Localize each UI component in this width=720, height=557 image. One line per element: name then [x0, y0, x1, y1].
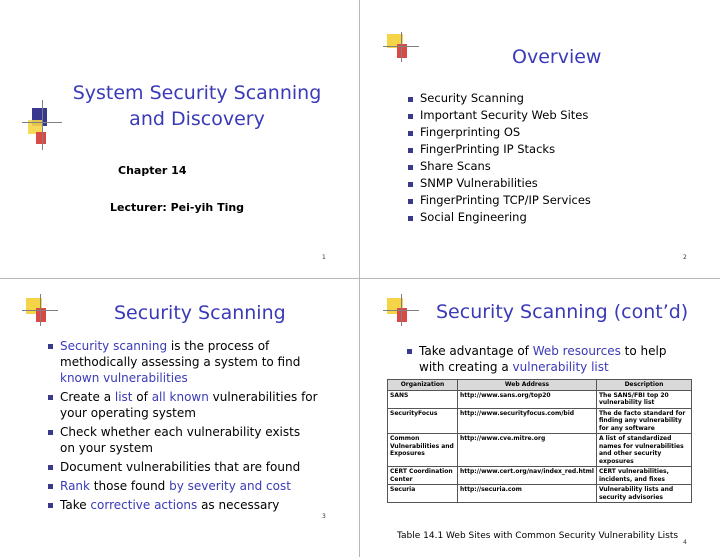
table-cell: CERT Coordination Center — [388, 467, 458, 485]
list-item: Security scanning is the process of methodically assessing a system to find known vulnerabilities — [48, 338, 318, 386]
list-item: SNMP Vulnerabilities — [408, 175, 591, 192]
page-number: 1 — [322, 254, 326, 261]
resources-list — [407, 343, 687, 375]
table-row — [388, 485, 692, 503]
title-line-2: and Discovery — [129, 108, 265, 130]
slide-title — [62, 80, 332, 132]
table-row — [388, 434, 692, 467]
list-item: Share Scans — [408, 158, 591, 175]
table-cell: SecurityFocus — [388, 408, 458, 434]
table-cell: http://www.cve.mitre.org — [458, 434, 597, 467]
table-cell: http://www.securityfocus.com/bid — [458, 408, 597, 434]
page-number: 4 — [683, 539, 687, 546]
table-cell: The de facto standard for finding any vulnerability for any software — [596, 408, 691, 434]
column-header: Web Address — [458, 380, 597, 391]
page-number: 3 — [322, 513, 326, 520]
column-header: Organization — [388, 380, 458, 391]
slide-title: Security Scanning — [114, 302, 286, 324]
slide-4 — [361, 281, 719, 557]
table-cell: Securia — [388, 485, 458, 503]
table-cell: Common Vulnerabilities and Exposures — [388, 434, 458, 467]
horizontal-divider — [0, 278, 720, 279]
list-item: FingerPrinting TCP/IP Services — [408, 192, 591, 209]
list-item: Security Scanning — [408, 90, 591, 107]
column-header: Description — [596, 380, 691, 391]
table-cell: http://www.sans.org/top20 — [458, 390, 597, 408]
table-row — [388, 408, 692, 434]
table-cell: http://www.cert.org/nav/index_red.html — [458, 467, 597, 485]
table-cell: SANS — [388, 390, 458, 408]
chapter-label: Chapter 14 — [118, 164, 187, 177]
lecturer-label: Lecturer: Pei-yih Ting — [110, 201, 245, 214]
table-cell: http://securia.com — [458, 485, 597, 503]
list-item: Rank those found by severity and cost — [48, 478, 318, 494]
list-item: FingerPrinting IP Stacks — [408, 141, 591, 158]
list-item: Take corrective actions as necessary — [48, 497, 318, 513]
table-caption: Table 14.1 Web Sites with Common Security Vulnerability Lists — [397, 531, 679, 541]
slide-title: Overview — [512, 46, 602, 68]
list-item: Check whether each vulnerability exists on your system — [48, 424, 318, 456]
slide-2 — [361, 0, 719, 276]
table-row — [388, 467, 692, 485]
web-sites-table — [387, 379, 692, 503]
list-item: Document vulnerabilities that are found — [48, 459, 318, 475]
slide-1 — [0, 0, 358, 276]
slide-3 — [0, 281, 358, 557]
table-cell: CERT vulnerabilities, incidents, and fixes — [596, 467, 691, 485]
table-cell: A list of standardized names for vulnerabilities and other security exposures — [596, 434, 691, 467]
slide-title: Security Scanning (cont’d) — [436, 301, 689, 323]
page-number: 2 — [683, 254, 687, 261]
list-item: Fingerprinting OS — [408, 124, 591, 141]
table-header-row — [388, 380, 692, 391]
list-item: Create a list of all known vulnerabilities for your operating system — [48, 389, 318, 421]
title-line-1: System Security Scanning — [72, 82, 322, 104]
table-row — [388, 390, 692, 408]
list-item: Social Engineering — [408, 209, 591, 226]
table-cell: The SANS/FBI top 20 vulnerability list — [596, 390, 691, 408]
overview-list — [408, 90, 591, 226]
scanning-list — [48, 338, 318, 516]
list-item: Important Security Web Sites — [408, 107, 591, 124]
list-item: Take advantage of Web resources to help with creating a vulnerability list — [407, 343, 687, 375]
table-cell: Vulnerability lists and security advisories — [596, 485, 691, 503]
